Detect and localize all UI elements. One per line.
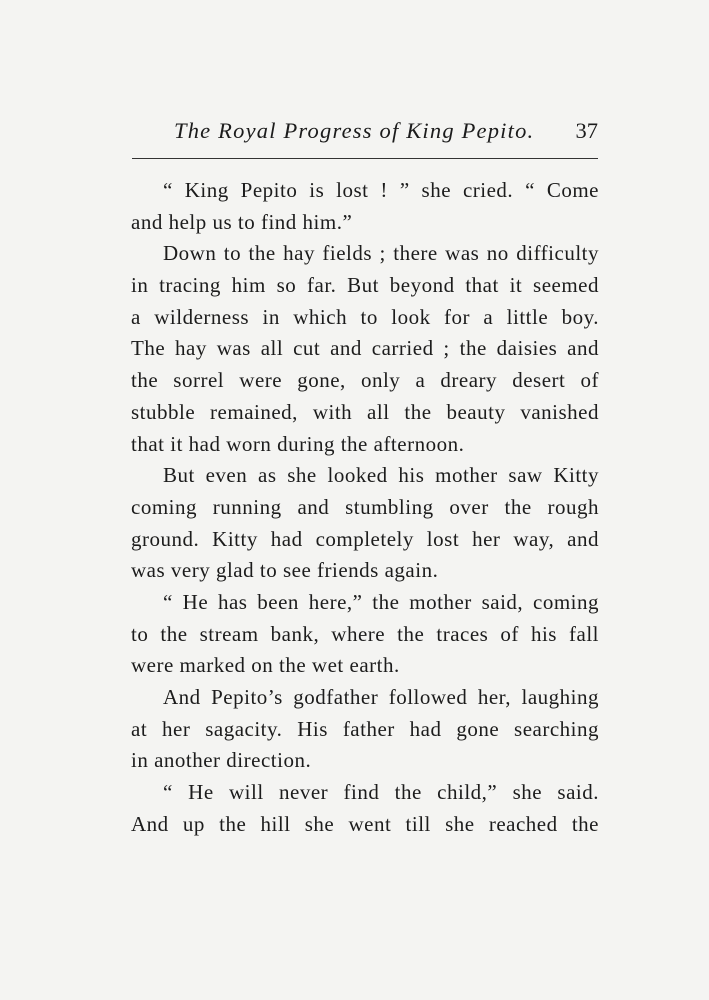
text-line: And Pepito’s godfather followed her, laughing: [163, 685, 599, 709]
text-line: in tracing him so far. But beyond that it seemed: [131, 273, 599, 298]
text-line: ground. Kitty had completely lost her way, and: [131, 526, 599, 551]
text-line: Down to the hay fields ; there was no difficulty: [163, 241, 599, 266]
text-line: “ He has been here,” the mother said, coming: [163, 589, 599, 614]
text-line: “ King Pepito is lost ! ” she cried. “ Come: [163, 178, 599, 202]
text-line: the sorrel were gone, only a dreary desert of: [131, 368, 599, 393]
text-line: that it had worn during the afternoon.: [131, 431, 465, 456]
body-text: [131, 175, 599, 840]
text-line: to the stream bank, where the traces of his fall: [131, 621, 599, 646]
text-line: was very glad to see friends again.: [131, 558, 439, 583]
page-number: 37: [575, 118, 598, 143]
text-line: and help us to find him.”: [131, 209, 353, 234]
text-line: in another direction.: [131, 748, 312, 773]
text-line: But even as she looked his mother saw Kitty: [163, 463, 599, 488]
text-line: coming running and stumbling over the rough: [131, 494, 599, 519]
text-line: were marked on the wet earth.: [131, 653, 400, 678]
text-line: a wilderness in which to look for a little boy.: [131, 304, 599, 329]
text-line: at her sagacity. His father had gone searching: [131, 716, 599, 741]
text-line: stubble remained, with all the beauty vanished: [131, 399, 599, 424]
text-line: “ He will never find the child,” she said.: [163, 780, 599, 805]
text-line: The hay was all cut and carried ; the daisies and: [131, 336, 599, 361]
header-rule: [132, 158, 598, 159]
text-line: And up the hill she went till she reached the: [131, 811, 599, 836]
running-title: The Royal Progress of King Pepito.: [174, 118, 535, 143]
running-head: [132, 118, 598, 152]
